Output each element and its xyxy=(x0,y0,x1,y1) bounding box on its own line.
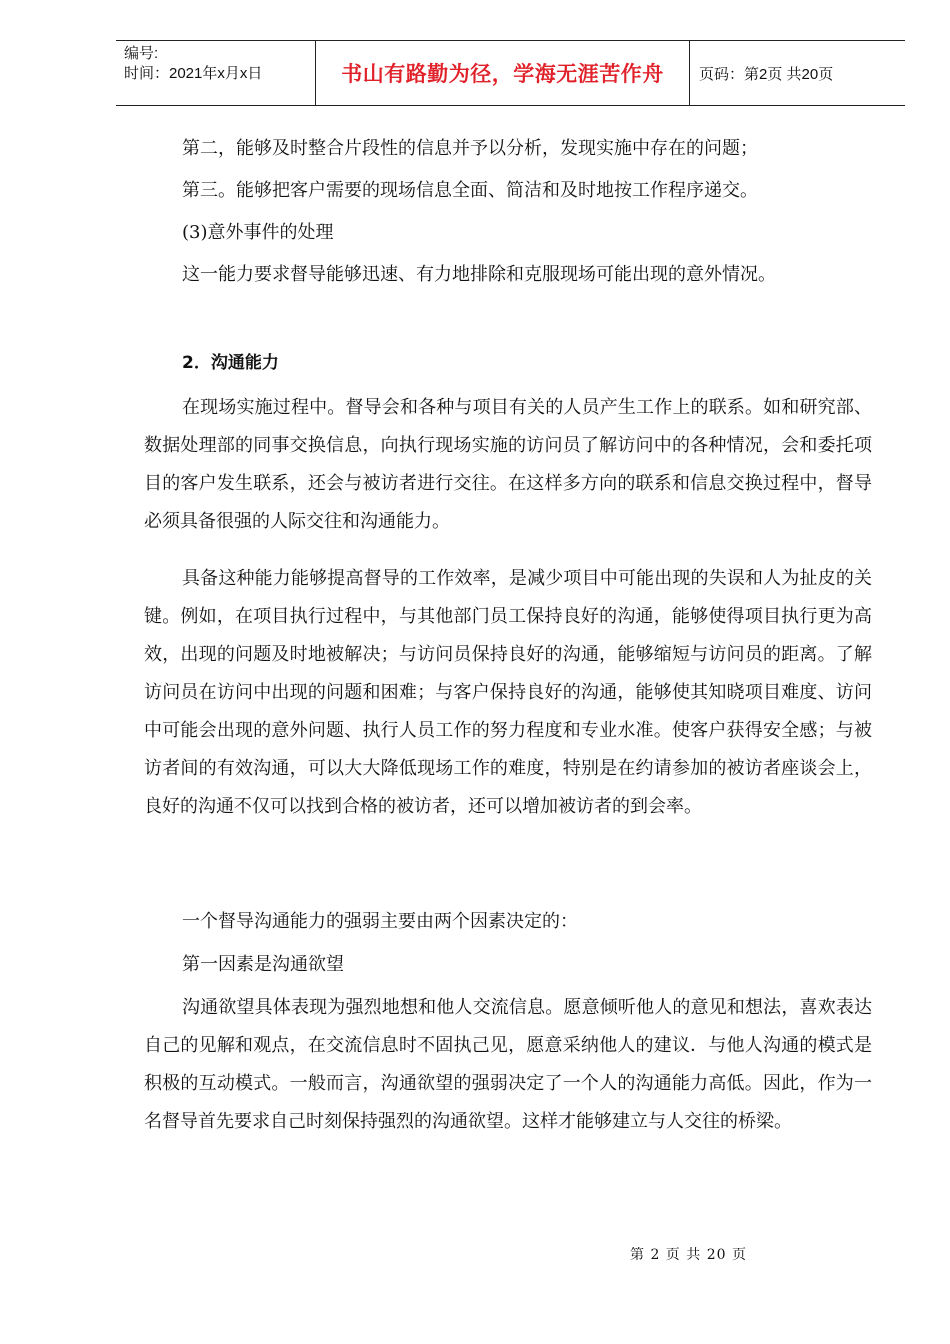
paragraph: 一个督导沟通能力的强弱主要由两个因素决定的： xyxy=(182,911,578,932)
paragraph: 沟通欲望具体表现为强烈地想和他人交流信息。愿意倾听他人的意见和想法，喜欢表达自己的见解和观点，在交流信息时不固执己见，愿意采纳他人的建议．与他人沟通的模式是积极的互动模式。一般而言，沟通欲望的强弱决定了一个人的沟通能力高低。因此，作为一名督导首先要求自己时刻保持强烈的沟通欲望。这样才能够建立与人交往的桥梁。 xyxy=(144,997,872,1132)
document-number: 编号: xyxy=(124,45,159,62)
paragraph: 在现场实施过程中。督导会和各种与项目有关的人员产生工作上的联系。如和研究部、数据处理部的同事交换信息，向执行现场实施的访问员了解访问中的各种情况，会和委托项目的客户发生联系，还会与被访者进行交往。在这样多方向的联系和信息交换过程中，督导必须具备很强的人际交往和沟通能力。 xyxy=(144,397,872,532)
header-motto: 书山有路勤为径，学海无涯苦作舟 xyxy=(316,41,690,105)
paragraph: 第二，能够及时整合片段性的信息并予以分析，发现实施中存在的问题； xyxy=(182,138,758,159)
document-date: 时间：2021年x月x日 xyxy=(124,65,263,82)
section-heading: 2．沟通能力 xyxy=(182,353,279,373)
header-page-info: 页码：第2页 共20页 xyxy=(699,65,834,83)
page-header xyxy=(116,40,905,106)
paragraph: 第一因素是沟通欲望 xyxy=(182,954,344,975)
paragraph: 第三。能够把客户需要的现场信息全面、简洁和及时地按工作程序递交。 xyxy=(182,180,758,201)
paragraph: (3)意外事件的处理 xyxy=(182,222,334,243)
paragraph: 具备这种能力能够提高督导的工作效率，是减少项目中可能出现的失误和人为扯皮的关键。例如，在项目执行过程中，与其他部门员工保持良好的沟通，能够使得项目执行更为高效，出现的问题及时地被解决；与访问员保持良好的沟通，能够缩短与访问员的距离。了解访问员在访问中出现的问题和困难；与客户保持良好的沟通，能够使其知晓项目难度、访问中可能会出现的意外问题、执行人员工作的努力程度和专业水准。使客户获得安全感；与被访者间的有效沟通，可以大大降低现场工作的难度，特别是在约请参加的被访者座谈会上，良好的沟通不仅可以找到合格的被访者，还可以增加被访者的到会率。 xyxy=(144,568,872,817)
paragraph: 这一能力要求督导能够迅速、有力地排除和克服现场可能出现的意外情况。 xyxy=(182,264,776,285)
page-footer: 第 2 页 共 20 页 xyxy=(630,1247,747,1263)
header-meta xyxy=(116,41,316,105)
